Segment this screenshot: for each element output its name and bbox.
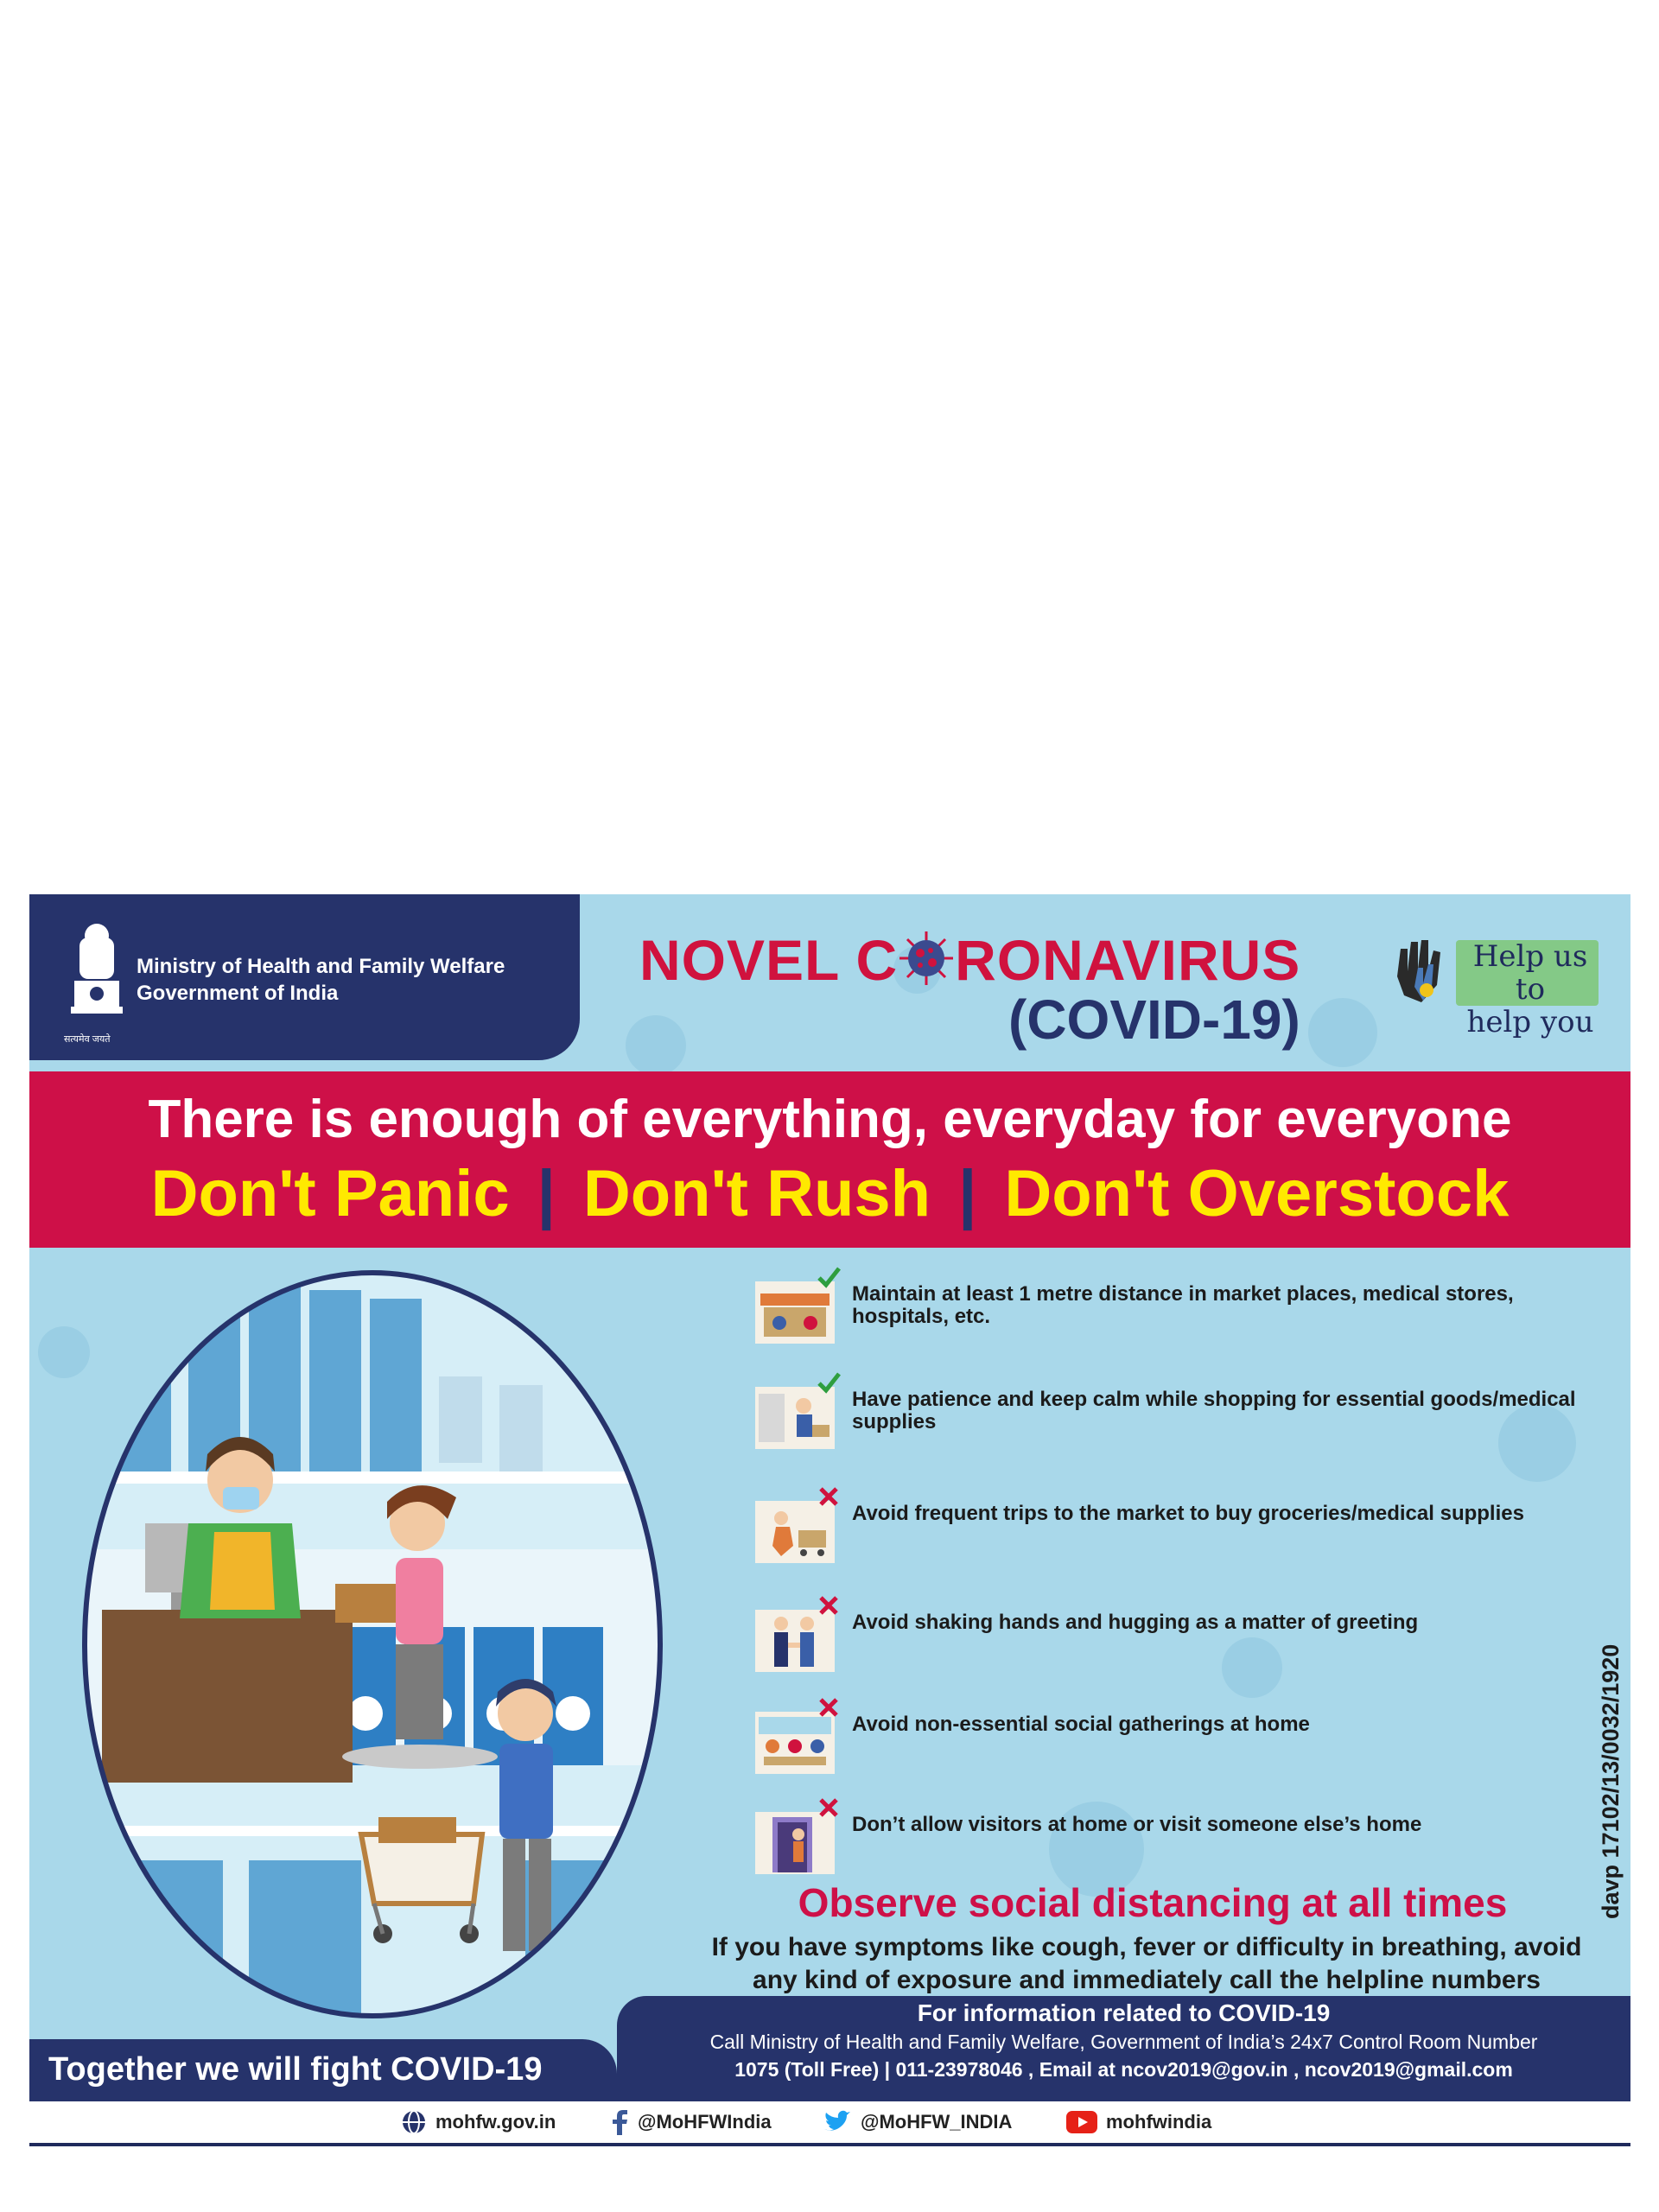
info-control-room: Call Ministry of Health and Family Welfare, Government of India’s 24x7 Control Room Number xyxy=(709,2031,1538,2053)
ministry-name xyxy=(137,953,505,1007)
coronavirus-icon xyxy=(898,930,955,987)
grocery-store-illustration xyxy=(76,1264,669,2024)
guideline-item-gatherings xyxy=(755,1701,1619,1788)
cross-icon xyxy=(816,1592,842,1618)
slogan-dont-panic: Don't Panic xyxy=(150,1157,510,1230)
help-text xyxy=(1461,940,1599,1039)
slogan-separator: | xyxy=(958,1157,977,1230)
guideline-text: Avoid non-essential social gatherings at home xyxy=(852,1713,1310,1736)
national-emblem-icon xyxy=(67,920,126,1033)
helpline-info xyxy=(617,1996,1630,2101)
help-us-badge xyxy=(1389,933,1600,1039)
guideline-item-handshake xyxy=(755,1599,1619,1686)
check-icon xyxy=(816,1370,842,1395)
title-part1: NOVEL C xyxy=(639,928,899,992)
title-novel-coronavirus xyxy=(639,927,1300,993)
emblem-motto: सत्यमेव जयते xyxy=(64,1034,111,1045)
symptoms-line1: If you have symptoms like cough, fever or difficulty in breathing, avoid xyxy=(711,1933,1582,1961)
shopping-calm-icon xyxy=(755,1387,835,1449)
youtube-channel: mohfwindia xyxy=(1106,2111,1212,2133)
twitter-handle: @MoHFW_INDIA xyxy=(861,2111,1013,2133)
guideline-item-visitors xyxy=(755,1802,1619,1888)
together-text: Together we will fight COVID-19 xyxy=(48,2051,543,2088)
social-links-bar xyxy=(29,2101,1630,2143)
banner-slogans xyxy=(29,1156,1630,1231)
guideline-item-distance xyxy=(755,1271,1619,1357)
facebook-link[interactable] xyxy=(610,2108,772,2136)
facebook-icon xyxy=(610,2109,629,2135)
check-icon xyxy=(816,1264,842,1290)
title-part2: RONAVIRUS xyxy=(955,928,1301,992)
facebook-handle: @MoHFWIndia xyxy=(638,2111,772,2133)
title-covid19: (COVID-19) xyxy=(1008,988,1300,1051)
slogan-separator: | xyxy=(537,1157,556,1230)
hands-icon xyxy=(1389,933,1466,1011)
message-banner xyxy=(29,1071,1630,1248)
banner-headline: There is enough of everything, everyday for everyone xyxy=(148,1090,1512,1149)
guideline-item-frequent-trips xyxy=(755,1491,1619,1577)
cross-icon xyxy=(816,1795,842,1821)
ministry-block xyxy=(29,894,580,1060)
symptoms-line2: any kind of exposure and immediately call the helpline numbers xyxy=(753,1966,1541,1994)
market-distance-icon xyxy=(755,1281,835,1344)
youtube-icon xyxy=(1066,2111,1097,2133)
running-cart-icon xyxy=(755,1501,835,1563)
website-link[interactable] xyxy=(401,2108,556,2136)
guideline-text: Don’t allow visitors at home or visit someone else’s home xyxy=(852,1813,1422,1836)
twitter-link[interactable] xyxy=(823,2108,1012,2136)
handshake-icon xyxy=(755,1610,835,1672)
help-line1: Help us to xyxy=(1472,939,1588,1007)
guideline-text: Avoid shaking hands and hugging as a matter of greeting xyxy=(852,1611,1419,1634)
social-gathering-icon xyxy=(755,1712,835,1774)
davp-code: davp 17102/13/0032/1920 xyxy=(1598,1643,1624,1919)
observe-distancing-heading: Observe social distancing at all times xyxy=(798,1880,1508,1925)
covid-poster xyxy=(29,894,1630,2146)
globe-icon xyxy=(401,2109,427,2135)
website-text: mohfw.gov.in xyxy=(435,2111,556,2133)
help-line2: help you xyxy=(1466,1005,1594,1039)
together-banner xyxy=(29,2039,617,2101)
guideline-item-patience xyxy=(755,1376,1619,1463)
ministry-line2: Government of India xyxy=(137,982,339,1005)
guideline-text: Maintain at least 1 metre distance in market places, medical stores, hospitals, etc. xyxy=(852,1282,1514,1328)
poster-header xyxy=(29,894,1630,1071)
guideline-text: Have patience and keep calm while shopping for essential goods/medical supplies xyxy=(852,1388,1576,1433)
poster-footer xyxy=(29,1996,1630,2143)
youtube-link[interactable] xyxy=(1066,2108,1211,2136)
cross-icon xyxy=(816,1694,842,1720)
slogan-dont-overstock: Don't Overstock xyxy=(1004,1157,1510,1230)
guideline-text: Avoid frequent trips to the market to buy groceries/medical supplies xyxy=(852,1502,1524,1525)
ministry-line1: Ministry of Health and Family Welfare xyxy=(137,955,505,978)
slogan-dont-rush: Don't Rush xyxy=(582,1157,931,1230)
twitter-icon xyxy=(823,2110,852,2134)
cross-icon xyxy=(816,1484,842,1510)
info-title: For information related to COVID-19 xyxy=(917,1999,1331,2026)
door-visitor-icon xyxy=(755,1812,835,1874)
symptoms-advice xyxy=(650,1931,1630,1997)
info-helpline-numbers: 1075 (Toll Free) | 011-23978046 , Email at ncov2019@gov.in , ncov2019@gmail.com xyxy=(734,2058,1513,2081)
